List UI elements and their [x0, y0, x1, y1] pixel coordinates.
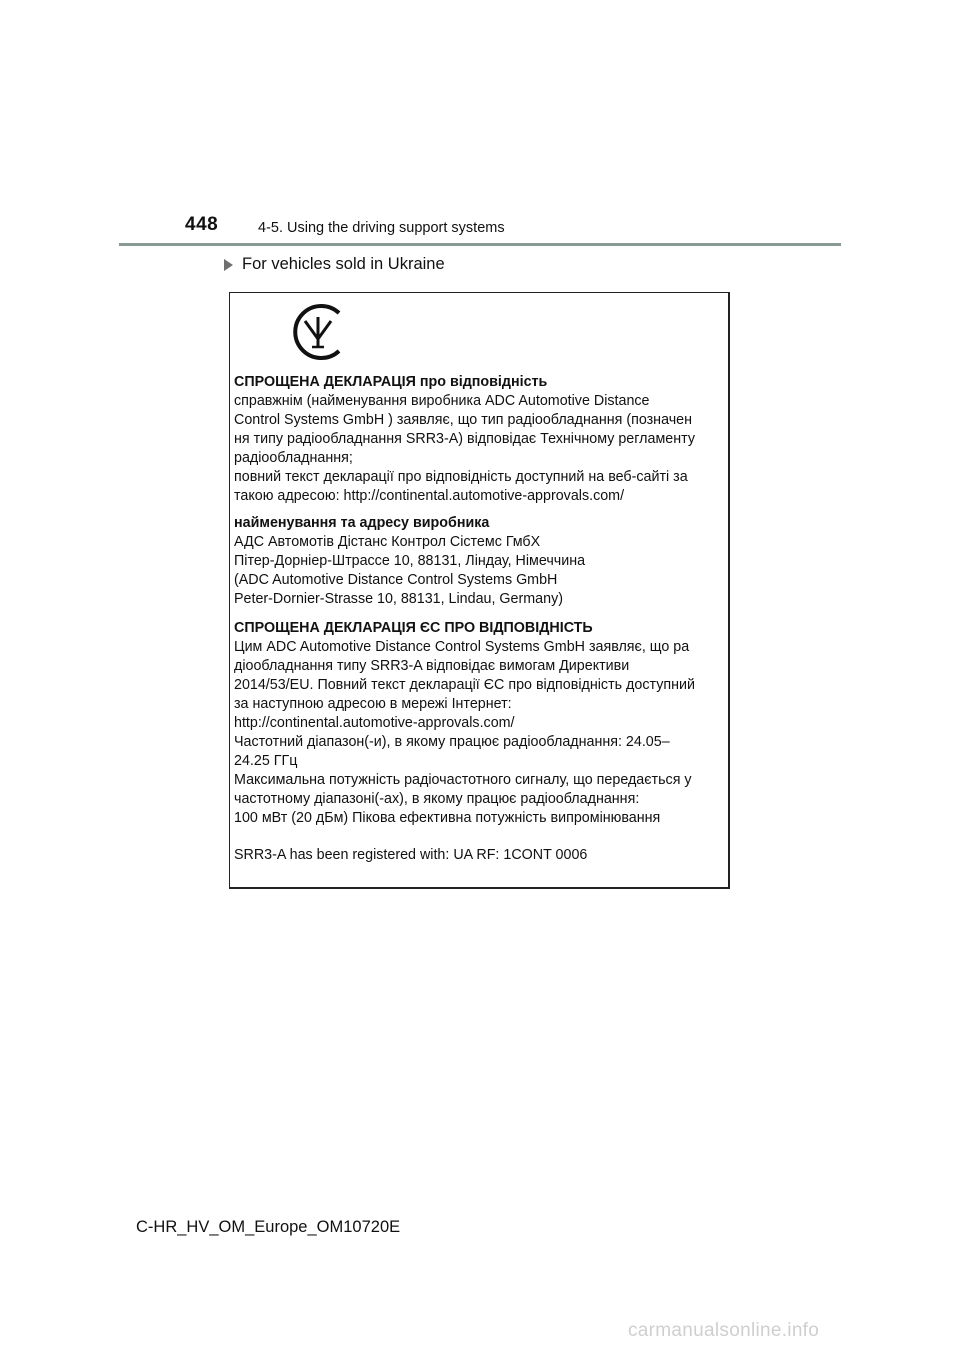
page-number: 448 — [185, 214, 219, 235]
declaration-line: ня типу радіообладнання SRR3-A) відповідає Технічному регламенту — [234, 431, 695, 447]
eu-declaration-line: 2014/53/EU. Повний текст декларації ЄС про відповідність доступний — [234, 677, 695, 693]
document-code: C-HR_HV_OM_Europe_OM10720E — [136, 1218, 401, 1236]
eu-declaration-line: Максимальна потужність радіочастотного сигналу, що передається у — [234, 772, 692, 788]
manufacturer-line: Peter-Dornier-Strasse 10, 88131, Lindau, Germany) — [234, 591, 563, 607]
regulatory-label — [229, 292, 730, 889]
declaration-line: справжнім (найменування виробника ADC Automotive Distance — [234, 393, 650, 409]
eu-declaration-line: Частотний діапазон(-и), в якому працює радіообладнання: 24.05– — [234, 734, 670, 750]
registration-line: SRR3-A has been registered with: UA RF: 1CONT 0006 — [234, 847, 588, 863]
eu-declaration-line: 24.25 ГГц — [234, 753, 298, 769]
eu-declaration-heading: СПРОЩЕНА ДЕКЛАРАЦІЯ ЄС ПРО ВІДПОВІДНІСТЬ — [234, 620, 593, 636]
eu-declaration-line: за наступною адресою в мережі Інтернет: — [234, 696, 512, 712]
section-title: 4-5. Using the driving support systems — [258, 220, 505, 236]
declaration-heading: СПРОЩЕНА ДЕКЛАРАЦІЯ про відповідність — [234, 374, 548, 390]
eu-declaration-line: частотному діапазоні(-ах), в якому працює радіообладнання: — [234, 791, 640, 807]
eu-declaration-block — [234, 619, 726, 828]
manufacturer-line: (ADC Automotive Distance Control Systems GmbH — [234, 572, 558, 588]
declaration-line: повний текст декларації про відповідність доступний на веб-сайті за — [234, 469, 688, 485]
ukrainian-conformity-mark-icon — [285, 299, 351, 365]
subheading-text: For vehicles sold in Ukraine — [242, 255, 445, 273]
manufacturer-heading: найменування та адресу виробника — [234, 515, 490, 531]
simplified-declaration-block — [234, 373, 726, 506]
watermark: carmanualsonline.info — [628, 1320, 820, 1341]
declaration-line: Control Systems GmbH ) заявляє, що тип радіообладнання (позначен — [234, 412, 693, 428]
manufacturer-line: Пітер-Дорніер-Штрассе 10, 88131, Ліндау, Німеччина — [234, 553, 586, 569]
declaration-line: такою адресою: http://continental.automotive-approvals.com/ — [234, 488, 625, 504]
eu-declaration-line: 100 мВт (20 дБм) Пікова ефективна потужність випромінювання — [234, 810, 661, 826]
manufacturer-line: АДС Автомотів Дістанс Контрол Сістемс ГмбХ — [234, 534, 541, 550]
manufacturer-block — [234, 514, 726, 609]
subheading — [224, 255, 445, 274]
eu-declaration-line: http://continental.automotive-approvals.com/ — [234, 715, 515, 731]
eu-declaration-line: діообладнання типу SRR3-A відповідає вимогам Директиви — [234, 658, 630, 674]
triangle-bullet-icon — [224, 259, 233, 271]
eu-declaration-line: Цим ADC Automotive Distance Control Systems GmbH заявляє, що ра — [234, 639, 690, 655]
header-divider — [119, 243, 841, 246]
declaration-line: радіообладнання; — [234, 450, 353, 466]
